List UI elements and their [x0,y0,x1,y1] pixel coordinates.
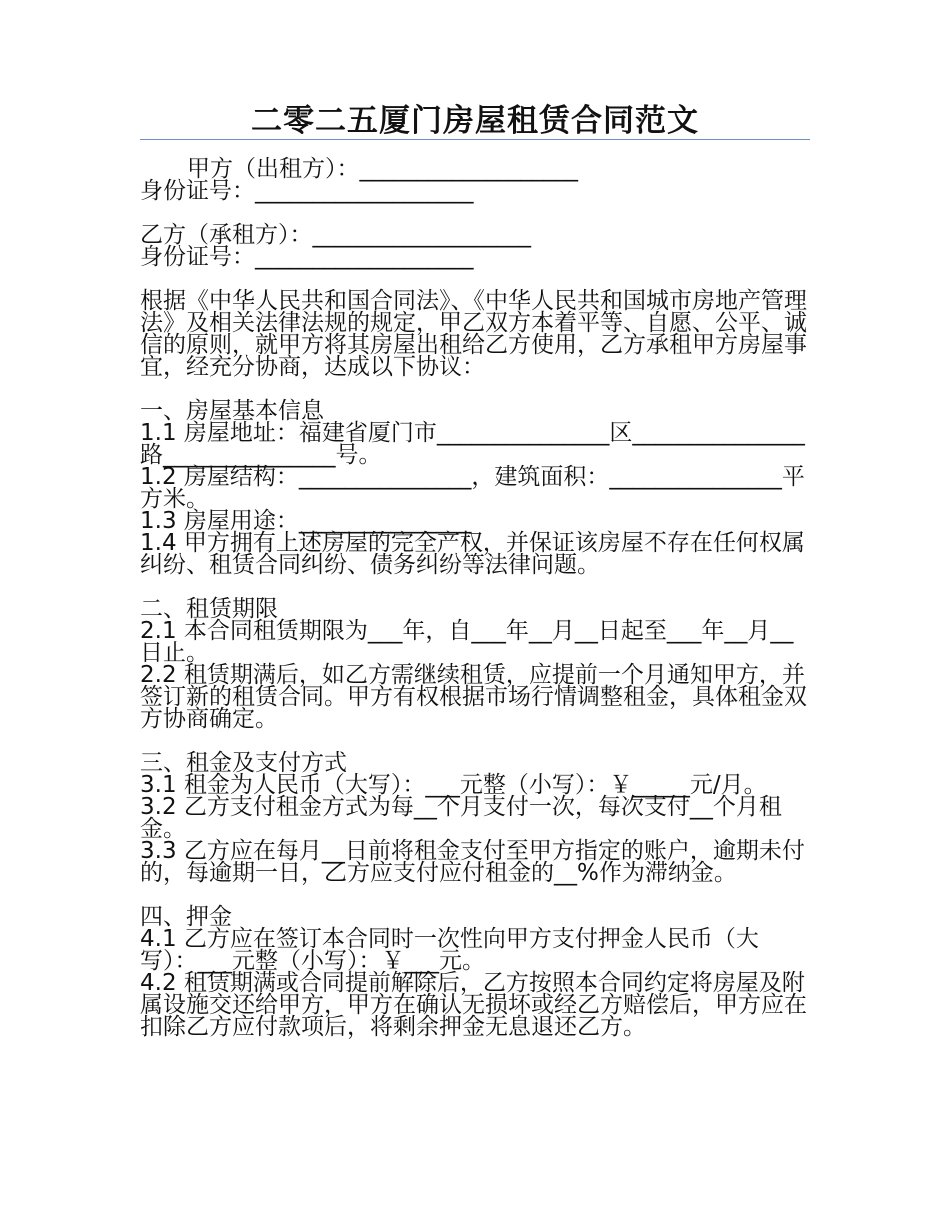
document-title: 二零二五厦门房屋租赁合同范文 [251,103,699,139]
clause: 2.1 本合同租赁期限为___年，自___年__月__日起至___年__月__日止。 [140,618,794,666]
document-body [140,158,810,1038]
clause: 3.2 乙方支付租金方式为每__个月支付一次，每次支付__个月租金。 [140,794,782,842]
preamble-paragraph: 根据《中华人民共和国合同法》、《中华人民共和国城市房地产管理法》及相关法律法规的规定，甲乙双方本着平等、自愿、公平、诚信的原则，就甲方将其房屋出租给乙方使用，乙方承租甲方房屋事宜，经充分协商，达成以下协议： [140,288,807,380]
clause: 1.1 房屋地址：福建省厦门市_______________区_______________路_______________号。 [140,420,805,468]
clause: 3.3 乙方应在每月__日前将租金支付至甲方指定的账户，逾期未付的，每逾期一日，乙方应支付应付租金的__%作为滞纳金。 [140,838,805,886]
clause: 3.1 租金为人民币（大写）：___元整（小写）：￥_____元/月。 [140,772,767,798]
party-b-label: 乙方（承租方）：___________________ [140,222,531,248]
section-heading: 二、租赁期限 [140,596,278,622]
party-a-label: 甲方（出租方）：___________________ [187,156,578,182]
clause: 1.2 房屋结构：_______________，建筑面积：_______________平方米。 [140,464,805,512]
clause: 4.1 乙方应在签订本合同时一次性向甲方支付押金人民币（大写）：___元整（小写）：￥___元。 [140,926,759,974]
section-heading: 一、房屋基本信息 [140,398,324,424]
title-underline [140,139,810,140]
section-heading: 四、押金 [140,904,232,930]
clause: 4.2 租赁期满或合同提前解除后，乙方按照本合同约定将房屋及附属设施交还给甲方，甲方在确认无损坏或经乙方赔偿后，甲方应在扣除乙方应付款项后，将剩余押金无息退还乙方。 [140,970,807,1040]
party-b-id: 身份证号：___________________ [140,244,474,270]
party-a-id: 身份证号：___________________ [140,178,474,204]
clause: 1.3 房屋用途：_______________ [140,508,472,534]
section-heading: 三、租金及支付方式 [140,750,347,776]
clause: 1.4 甲方拥有上述房屋的完全产权，并保证该房屋不存在任何权属纠纷、租赁合同纠纷、债务纠纷等法律问题。 [140,530,805,578]
clause: 2.2 租赁期满后，如乙方需继续租赁，应提前一个月通知甲方，并签订新的租赁合同。甲方有权根据市场行情调整租金，具体租金双方协商确定。 [140,662,807,732]
